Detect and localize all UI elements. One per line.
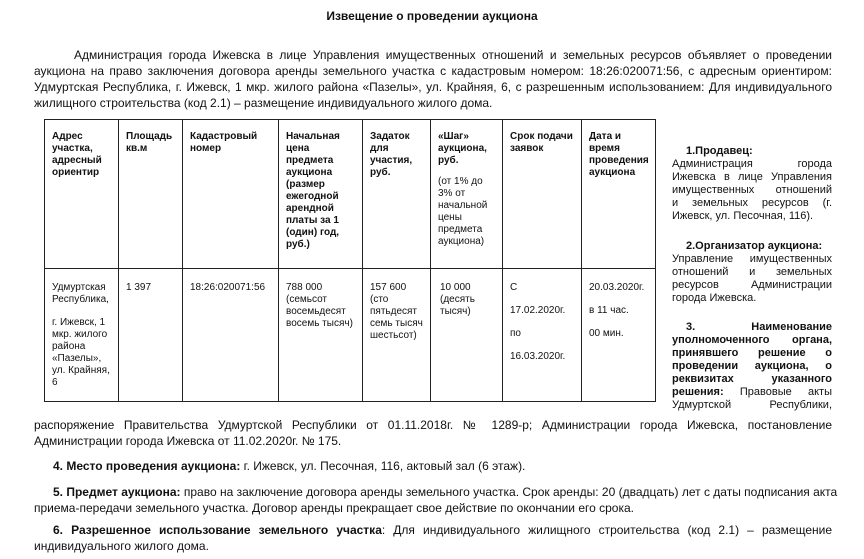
authority-continuation (34, 417, 832, 449)
continuation-line: Администрации города Ижевска от 11.02.2020г. № 175. (34, 434, 342, 448)
section-5-label: 5. Предмет аукциона: (53, 485, 181, 499)
authority-heading-line: принявшего решение о (672, 347, 832, 359)
cell-address (45, 269, 119, 402)
organizer-line: ресурсов Администрации (672, 279, 832, 291)
authority-label: решения: (672, 386, 724, 398)
cell-deposit: 157 600 (сто пятьдесят семь тысяч шестьсот) (363, 269, 431, 402)
auction-date: 20.03.2020г. (589, 282, 645, 293)
section-6-text: : Для индивидуального жилищного строительства (код 2.1) – размещение (381, 523, 832, 537)
organizer-line: отношений и земельных (672, 266, 832, 278)
seller-line: Ижевска в лице Управления (672, 171, 832, 183)
header-area: Площадь кв.м (119, 120, 183, 269)
notice-title: Извещение о проведении аукциона (326, 9, 538, 23)
continuation-line: распоряжение Правительства Удмуртской Республики от 01.11.2018г. № 1289-р; Администрации города Ижевска, постановление (34, 418, 832, 432)
address-line: г. Ижевск, 1 мкр. жилого района «Пазелы», ул. Крайняя, 6 (52, 317, 110, 388)
intro-line: Администрация города Ижевска в лице Управления имущественных отношений и земельных ресурсов объявляет о проведении (74, 48, 832, 62)
auction-minutes: 00 мин. (589, 328, 624, 339)
organizer-line: города Ижевска. (672, 292, 757, 304)
organizer-section (672, 240, 832, 305)
term-to-date: 16.03.2020г. (510, 351, 566, 362)
seller-section (672, 145, 832, 223)
section-5-line (34, 484, 838, 500)
seller-line: имущественных отношений (672, 184, 832, 196)
intro-line: жилищного строительства (код 2.1) – размещение индивидуального жилого дома. (34, 96, 493, 110)
section-4-label: 4. Место проведения аукциона: (53, 459, 241, 473)
cell-area: 1 397 (119, 269, 183, 402)
authority-heading-line: уполномоченного органа, (672, 334, 832, 346)
section-6-line (34, 522, 832, 538)
cell-date (582, 269, 656, 402)
auction-table (44, 119, 656, 402)
header-cadastral: Кадастровый номер (183, 120, 279, 269)
header-step-label: «Шаг» аукциона, руб. (438, 131, 487, 166)
seller-line: Администрация города (672, 158, 832, 170)
authority-section (672, 321, 832, 412)
header-date: Дата и время проведения аукциона (582, 120, 656, 269)
table-row (45, 269, 656, 402)
section-4 (53, 458, 833, 474)
authority-line (672, 386, 832, 399)
address-line: Удмуртская Республика, (52, 282, 109, 305)
header-address: Адрес участка, адресный ориентир (45, 120, 119, 269)
section-5 (34, 484, 838, 516)
auction-time: в 11 час. (589, 305, 629, 316)
term-to: по (510, 328, 521, 339)
seller-line: и земельных ресурсов (г. (672, 197, 832, 209)
section-5-text: право на заключение договора аренды земельного участка. Срок аренды: 20 (двадцать) лет с даты подписания акта (180, 485, 838, 499)
term-from: С (510, 282, 518, 293)
authority-heading-line: реквизитах указанного (672, 373, 832, 385)
section-5-line: приема-передачи земельного участка. Договор аренды прекращает свое действие по окончании его срока. (34, 501, 634, 515)
authority-heading-line: проведении аукциона, о (672, 360, 832, 372)
authority-line: Удмуртской Республики, (672, 399, 832, 411)
cell-start-price: 788 000 (семьсот восемьдесят восемь тысяч) (279, 269, 363, 402)
section-6-label: 6. Разрешенное использование земельного участка (53, 523, 382, 537)
organizer-line: Управление имущественных (672, 253, 832, 265)
header-deposit: Задаток для участия, руб. (363, 120, 431, 269)
header-step (431, 120, 503, 269)
table-header-row (45, 120, 656, 269)
cell-term (503, 269, 582, 402)
term-from-date: 17.02.2020г. (510, 305, 566, 316)
section-6-line: индивидуального жилого дома. (34, 539, 209, 553)
intro-paragraph (34, 47, 832, 111)
cell-cadastral: 18:26:020071:56 (183, 269, 279, 402)
seller-line: Ижевск, ул. Песочная, 116). (672, 210, 814, 222)
authority-text: Правовые акты (723, 386, 832, 398)
intro-line: Удмуртская Республика, г. Ижевск, 1 мкр. жилого района «Пазелы», ул. Крайняя, 6, с разрешенным использованием: Для индивидуального (34, 80, 832, 94)
organizer-heading: 2.Организатор аукциона: (686, 240, 823, 252)
header-term: Срок подачи заявок (503, 120, 582, 269)
section-6 (34, 522, 832, 554)
seller-heading: 1.Продавец: (686, 145, 753, 157)
intro-line: аукциона на право заключения договора аренды земельного участка с кадастровым номером: 18:26:020071:56, с адресным ориентиром: (34, 64, 832, 78)
authority-heading-line: 3. Наименование (686, 321, 832, 333)
cell-step: 10 000 (десять тысяч) (431, 269, 503, 402)
header-start-price: Начальная цена предмета аукциона (размер ежегодной арендной платы за 1 (один) год, руб.) (279, 120, 363, 269)
section-4-text: г. Ижевск, ул. Песочная, 116, актовый зал (6 этаж). (240, 459, 526, 473)
header-step-note: (от 1% до 3% от начальной цены предмета аукциона) (438, 176, 488, 247)
